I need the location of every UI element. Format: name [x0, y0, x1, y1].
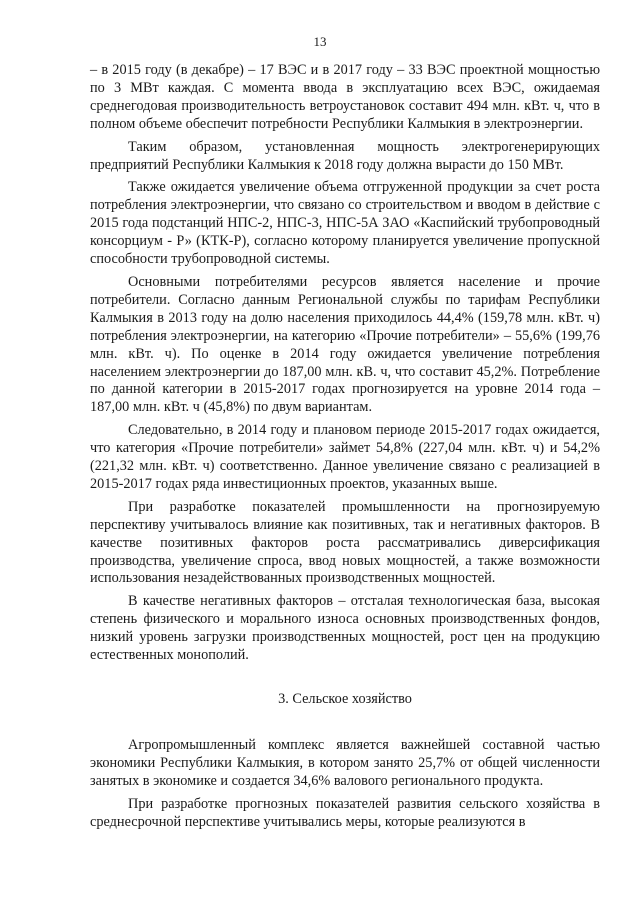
document-body — [90, 62, 600, 831]
section-paragraph-1: Агропромышленный комплекс является важнейшей составной частью экономики Республики Калмыкия, в котором занято 25,7% от общей численности занятых в экономике и создается 34,6% валового регионального продукта. — [90, 736, 600, 789]
paragraph-2: Таким образом, установленная мощность электрогенерирующих предприятий Республики Калмыкия к 2018 году должна вырасти до 150 МВт. — [90, 138, 600, 173]
page-number: 13 — [313, 34, 327, 49]
paragraph-1: – в 2015 году (в декабре) – 17 ВЭС и в 2017 году – 33 ВЭС проектной мощностью по 3 МВт каждая. С момента ввода в эксплуатацию всех ВЭС, ожидаемая среднегодовая производительность ветроустановок составит 494 млн. кВт. ч, что в полном объеме обеспечит потребности Республики Калмыкия в электроэнергии. — [90, 62, 600, 132]
paragraph-7: В качестве негативных факторов – отсталая технологическая база, высокая степень физического и морального износа основных производственных фондов, низкий уровень загрузки производственных мощностей, рост цен на продукцию естественных монополий. — [90, 593, 600, 664]
section-title: 3. Сельское хозяйство — [278, 691, 412, 707]
paragraph-4: Основными потребителями ресурсов является население и прочие потребители. Согласно данным Региональной службы по тарифам Республики Калмыкия в 2013 году на долю населения приходилось 44,4% (159,78 млн. кВт. ч) потребления электроэнергии, на категорию «Прочие потребители» – 55,6% (199,76 млн. кВт. ч). По оценке в 2014 году ожидается увеличение потребления населением электроэнергии до 187,00 млн. кВ. ч, что составит 45,2%. Потребление по данной категории в 2015-2017 годах прогнозируется на уровне 2014 года – 187,00 млн. кВт. ч (45,8%) по двум вариантам. — [90, 273, 600, 416]
paragraph-5: Следовательно, в 2014 году и плановом периоде 2015-2017 годах ожидается, что категория «Прочие потребители» займет 54,8% (227,04 млн. кВт. ч) и 54,2% (221,32 млн. кВт. ч) соответственно. Данное увеличение связано с реализацией в 2015-2017 годах ряда инвестиционных проектов, указанных выше. — [90, 422, 600, 492]
paragraph-3: Также ожидается увеличение объема отгруженной продукции за счет роста потребления электроэнергии, что связано со строительством и вводом в действие с 2015 года подстанций НПС-2, НПС-3, НПС-5А ЗАО «Каспийский трубопроводный консорциум - Р» (КТК-Р), согласно которому планируется увеличение пропускной способности трубопроводной системы. — [90, 179, 600, 268]
section-paragraph-2: При разработке прогнозных показателей развития сельского хозяйства в среднесрочной перспективе учитывались меры, которые реализуются в — [90, 795, 600, 830]
paragraph-6: При разработке показателей промышленности на прогнозируемую перспективу учитывалось влияние как позитивных, так и негативных факторов. В качестве позитивных факторов роста рассматривались диверсификация производства, увеличение спроса, ввод новых мощностей, а также возможности использования незадействованных производственных мощностей. — [90, 498, 600, 587]
